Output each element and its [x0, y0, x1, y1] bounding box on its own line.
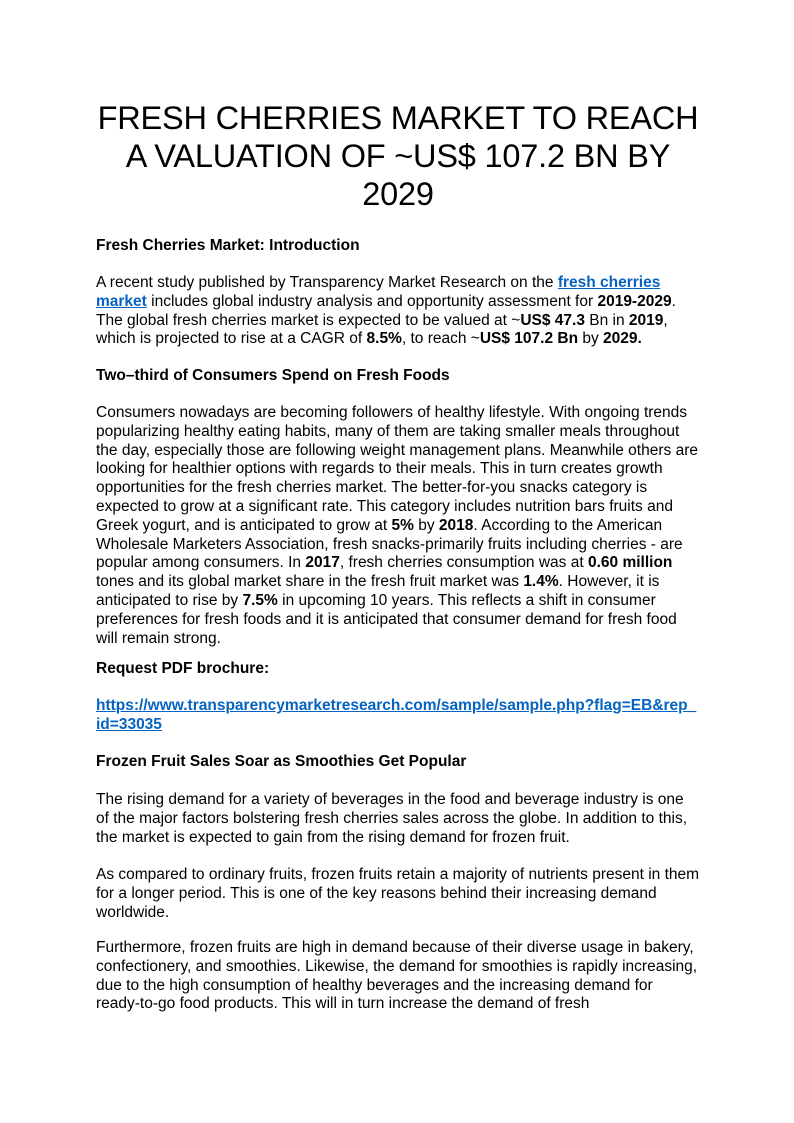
brochure-url-block — [96, 697, 700, 735]
consumers-heading: Two–third of Consumers Spend on Fresh Foods — [96, 367, 450, 384]
brochure-heading: Request PDF brochure: — [96, 660, 270, 677]
frozen-heading: Frozen Fruit Sales Soar as Smoothies Get Popular — [96, 753, 467, 770]
fresh-cherries-market-link[interactable]: fresh cherries market — [96, 274, 661, 310]
page-title: FRESH CHERRIES MARKET TO REACH A VALUATION OF ~US$ 107.2 BN BY 2029 — [97, 100, 699, 212]
frozen-paragraph-2: As compared to ordinary fruits, frozen fruits retain a majority of nutrients present in them for a longer period. This is one of the key reasons behind their increasing demand worldwide. — [96, 866, 700, 921]
consumers-paragraph: Consumers nowadays are becoming followers of healthy lifestyle. With ongoing trends popularizing healthy eating habits, many of them are taking smaller meals throughout the day, especially those are following weight management plans. Meanwhile others are looking for healthier options with regards to their meals. This in turn creates growth opportunities for the fresh cherries market. The better-for-you snacks category is expected to grow at a significant rate. This category includes nutrition bars fruits and Greek yogurt, and is anticipated to grow at 5% by 2018. According to the American Wholesale Marketers Association, fresh snacks-primarily fruits including cherries - are popular among consumers. In 2017, fresh cherries consumption was at 0.60 million tones and its global market share in the fresh fruit market was 1.4%. However, it is anticipated to rise by 7.5% in upcoming 10 years. This reflects a shift in consumer preferences for fresh foods and it is anticipated that consumer demand for fresh food will remain strong. — [96, 404, 698, 647]
intro-paragraph: A recent study published by Transparency Market Research on the fresh cherries market includes global industry analysis and opportunity assessment for 2019-2029. The global fresh cherries market is expected to be valued at ~US$ 47.3 Bn in 2019, which is projected to rise at a CAGR of 8.5%, to reach ~US$ 107.2 Bn by 2029. — [96, 274, 676, 348]
intro-heading: Fresh Cherries Market: Introduction — [96, 237, 360, 254]
brochure-link[interactable]: https://www.transparencymarketresearch.com/sample/sample.php?flag=EB&rep_id=33035 — [96, 697, 697, 733]
frozen-paragraph-1: The rising demand for a variety of beverages in the food and beverage industry is one of the major factors bolstering fresh cherries sales across the globe. In addition to this, the market is expected to gain from the rising demand for frozen fruit. — [96, 791, 688, 846]
frozen-paragraph-3: Furthermore, frozen fruits are high in demand because of their diverse usage in bakery, confectionery, and smoothies. Likewise, the demand for smoothies is rapidly increasing, due to the high consumption of healthy beverages and the increasing demand for ready-to-go food products. This will in turn increase the demand of fresh — [96, 939, 698, 1013]
